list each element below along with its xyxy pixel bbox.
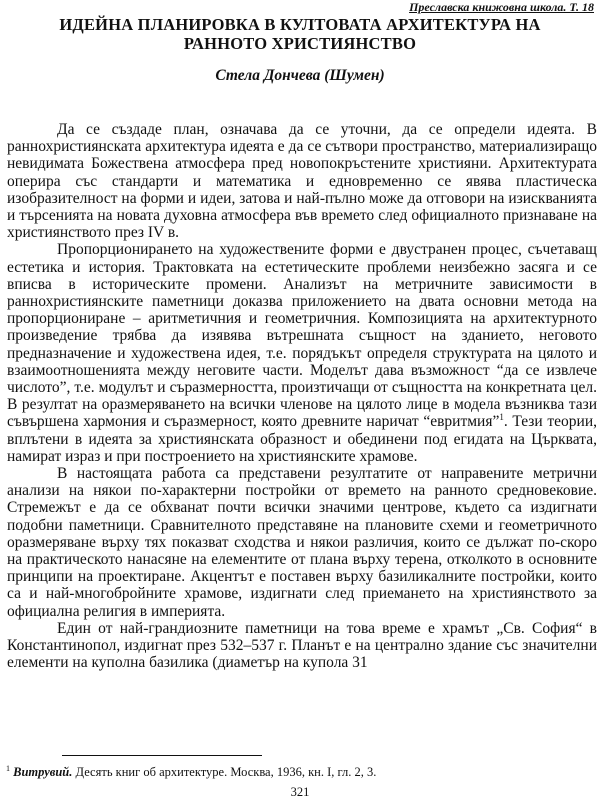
paragraph-2 [7, 241, 597, 465]
footnote-number: 1 [6, 763, 10, 773]
paragraph-1: Да се създаде план, означава да се уточни, да се определи идеята. В раннохристиянската архитектура идеята е да се сътвори пространство, материализиращо невидимата Божествена атмосфера пред новопокръстените християни. Архитектурата оперира със стандарти и математика и едновременно се явява пластическа изобразителност на форми и идеи, затова и най-пълно може да отговори на изискванията и търсенията на новата духовна атмосфера във времето след официалното признаване на християнството през IV в. [7, 121, 597, 242]
paragraph-4: Един от най-грандиозните паметници на това време е храмът „Св. София“ в Константинопол, издигнат през 532–537 г. Планът е на централно здание със значителни елементи на куполна базилика (диаметър на купола 31 [7, 619, 597, 672]
footnote-marker: 1 [499, 412, 504, 423]
footnote-author: Витрувий. [13, 765, 73, 779]
article-author: Стела Дончева (Шумен) [215, 67, 385, 84]
paragraph-2-continuation: . Тези теории, вплътени в идеята за християнската образност и обединени под егидата на Църквата, намират израз и при построението на християнските храмове. [7, 413, 597, 465]
footnote-text: Десять книг об архитектуре. Москва, 1936, кн. I, гл. 2, 3. [72, 765, 377, 779]
footnote [6, 765, 596, 780]
paragraph-2-text: Пропорционирането на художествените форми е двустранен процес, съчетаващ естетика и история. Трактовката на естетическите проблеми неизбежно засяга и се вписва в историческите промени. Анализът на метричните зависимости в раннохристиянските паметници доказва приложението на двата основни метода на пропорциониране – аритметичния и геометричния. Композицията на архитектурното произведение трябва да изявява вътрешната същност на зданието, неговото предназначение и художествена идея, т.е. порядъкът определя структурата на цялото и взаимоотношенията между неговите части. Моделът дава възможност “да се извлече числото”, т.е. модулът и съразмерността, произтичащи от същността на конкретната цел. В резултат на оразмеряването на всички членове на цялото лице в модела възниква тази съвършена хармония и съразмерност, която древните наричат “евритмия” [7, 241, 597, 431]
paragraph-3: В настоящата работа са представени резултатите от направените метрични анализи на някои по-характерни постройки от времето на ранното средновековие. Стремежът е да се обхванат почти всички значими центрове, където са издигнати подобни паметници. Сравнителното представяне на плановите схеми и геометричното оразмеряване върху тях показват сходства и някои различия, които се дължат по-скоро на практическото нанасяне на елементите от плана върху терена, отколкото в основните принципи на проектиране. Акцентът е поставен върху базиликалните постройки, които са и най-многобройните храмове, издигнати след приемането на християнството за официална религия в империята. [7, 465, 597, 620]
running-head: Преславска книжовна школа. Т. 18 [409, 0, 594, 14]
page-number: 321 [290, 785, 310, 799]
article-title: ИДЕЙНА ПЛАНИРОВКА В КУЛТОВАТА АРХИТЕКТУРА НА РАННОТО ХРИСТИЯНСТВО [59, 15, 541, 53]
footnote-separator [62, 755, 262, 756]
article-body [7, 121, 597, 672]
